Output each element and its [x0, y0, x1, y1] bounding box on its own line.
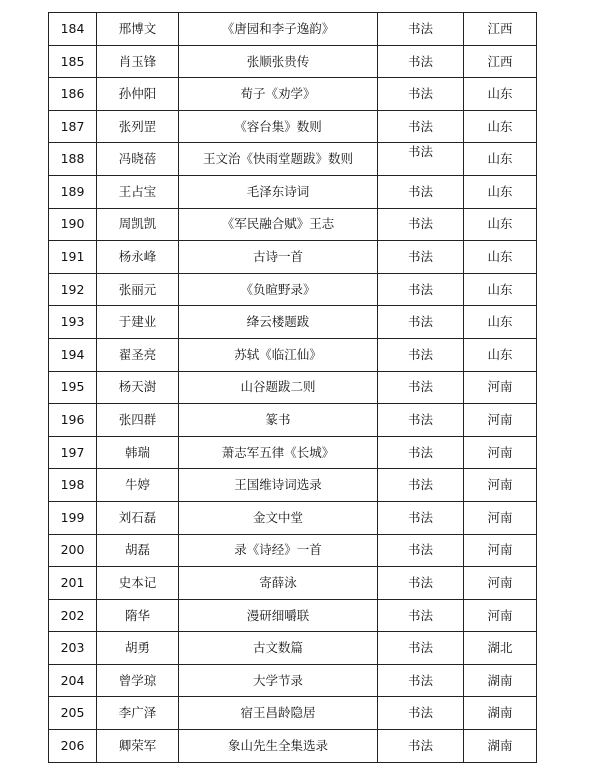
- work-title-text: 大学节录: [252, 672, 303, 688]
- author-name-cell: [97, 273, 179, 306]
- table-row: [49, 632, 537, 665]
- entry-number-text: 187: [60, 118, 85, 134]
- author-name-cell: [97, 534, 179, 567]
- entry-number-cell: [49, 208, 97, 241]
- category-text: 书法: [407, 144, 433, 160]
- author-name-cell: [97, 697, 179, 730]
- work-title-cell: [179, 110, 378, 143]
- province-cell: [464, 13, 537, 46]
- entry-number-cell: [49, 273, 97, 306]
- category-cell: [378, 599, 464, 632]
- province-text: 江西: [487, 53, 513, 69]
- author-name-cell: [97, 45, 179, 78]
- table-row: [49, 469, 537, 502]
- table-row: [49, 175, 537, 208]
- province-text: 河南: [487, 412, 513, 428]
- category-cell: [378, 501, 464, 534]
- entry-number-text: 201: [60, 575, 85, 591]
- work-title-text: 苏轼《临江仙》: [234, 346, 322, 362]
- table-row: [49, 371, 537, 404]
- work-title-text: 古诗一首: [252, 249, 303, 265]
- province-text: 河南: [487, 444, 513, 460]
- category-cell: [378, 338, 464, 371]
- work-title-cell: [179, 567, 378, 600]
- author-name-cell: [97, 143, 179, 176]
- category-text: 书法: [407, 216, 433, 232]
- province-text: 河南: [487, 477, 513, 493]
- category-text: 书法: [407, 444, 433, 460]
- entry-number-text: 200: [60, 542, 85, 558]
- province-text: 山东: [487, 183, 513, 199]
- entry-number-text: 192: [60, 281, 85, 297]
- category-cell: [378, 404, 464, 437]
- province-cell: [464, 45, 537, 78]
- table-row: [49, 45, 537, 78]
- table-row: [49, 697, 537, 730]
- author-name-cell: [97, 664, 179, 697]
- author-name-text: 胡勇: [124, 640, 150, 656]
- category-cell: [378, 143, 464, 176]
- work-title-cell: [179, 436, 378, 469]
- author-name-text: 邢博文: [118, 20, 157, 36]
- province-cell: [464, 567, 537, 600]
- entry-number-text: 186: [60, 86, 85, 102]
- work-title-text: 寄薛泳: [259, 575, 297, 591]
- author-name-cell: [97, 567, 179, 600]
- province-cell: [464, 241, 537, 274]
- author-name-cell: [97, 208, 179, 241]
- entry-number-cell: [49, 436, 97, 469]
- entry-number-text: 194: [60, 346, 85, 362]
- work-title-cell: [179, 404, 378, 437]
- author-name-text: 牛婷: [124, 477, 150, 493]
- category-text: 书法: [407, 705, 433, 721]
- entries-table: [48, 12, 537, 763]
- author-name-text: 杨永峰: [118, 249, 157, 265]
- entry-number-text: 184: [60, 20, 85, 36]
- province-text: 河南: [487, 575, 513, 591]
- entry-number-cell: [49, 534, 97, 567]
- category-cell: [378, 632, 464, 665]
- author-name-text: 刘石磊: [118, 509, 157, 525]
- work-title-cell: [179, 697, 378, 730]
- author-name-text: 韩瑞: [124, 444, 150, 460]
- entry-number-cell: [49, 664, 97, 697]
- category-cell: [378, 469, 464, 502]
- work-title-cell: [179, 599, 378, 632]
- table-row: [49, 534, 537, 567]
- work-title-text: 《唐园和李子逸韵》: [221, 20, 335, 36]
- category-cell: [378, 436, 464, 469]
- entry-number-text: 203: [60, 640, 85, 656]
- work-title-text: 漫研细嚼联: [246, 607, 310, 623]
- author-name-text: 于建业: [118, 314, 157, 330]
- entry-number-text: 191: [60, 249, 85, 265]
- category-cell: [378, 78, 464, 111]
- table-row: [49, 436, 537, 469]
- province-text: 湖南: [487, 705, 513, 721]
- author-name-cell: [97, 338, 179, 371]
- work-title-text: 篆书: [265, 412, 291, 428]
- province-cell: [464, 306, 537, 339]
- entry-number-cell: [49, 338, 97, 371]
- category-text: 书法: [407, 314, 433, 330]
- category-text: 书法: [407, 53, 433, 69]
- province-text: 湖南: [487, 737, 513, 753]
- category-cell: [378, 697, 464, 730]
- category-text: 书法: [407, 477, 433, 493]
- province-text: 山东: [487, 216, 513, 232]
- category-text: 书法: [407, 249, 433, 265]
- province-cell: [464, 436, 537, 469]
- table-row: [49, 241, 537, 274]
- author-name-text: 冯晓蓓: [118, 151, 157, 167]
- work-title-text: 王国维诗词选录: [234, 477, 322, 493]
- table-row: [49, 501, 537, 534]
- work-title-text: 《军民融合赋》王志: [221, 216, 335, 232]
- category-text: 书法: [407, 346, 433, 362]
- category-text: 书法: [407, 640, 433, 656]
- author-name-cell: [97, 241, 179, 274]
- table-row: [49, 404, 537, 437]
- category-cell: [378, 13, 464, 46]
- entry-number-text: 204: [60, 672, 85, 688]
- province-cell: [464, 730, 537, 763]
- author-name-text: 史本记: [118, 575, 157, 591]
- province-cell: [464, 404, 537, 437]
- author-name-cell: [97, 632, 179, 665]
- table-row: [49, 306, 537, 339]
- province-text: 山东: [487, 151, 513, 167]
- category-text: 书法: [407, 542, 433, 558]
- entry-number-text: 185: [60, 53, 85, 69]
- entry-number-cell: [49, 241, 97, 274]
- work-title-text: 象山先生全集选录: [227, 737, 328, 753]
- province-text: 山东: [487, 249, 513, 265]
- author-name-cell: [97, 371, 179, 404]
- category-cell: [378, 664, 464, 697]
- author-name-text: 肖玉锋: [118, 53, 157, 69]
- author-name-text: 李广泽: [118, 705, 157, 721]
- table-row: [49, 730, 537, 763]
- entry-number-text: 195: [60, 379, 85, 395]
- work-title-cell: [179, 534, 378, 567]
- province-cell: [464, 110, 537, 143]
- work-title-text: 宿王昌龄隐居: [240, 705, 316, 721]
- work-title-text: 山谷题跋二则: [240, 379, 316, 395]
- entry-number-cell: [49, 371, 97, 404]
- entry-number-cell: [49, 567, 97, 600]
- work-title-cell: [179, 78, 378, 111]
- work-title-text: 绛云楼题跋: [246, 314, 310, 330]
- province-cell: [464, 599, 537, 632]
- entry-number-text: 188: [60, 151, 85, 167]
- work-title-text: 王文治《快雨堂题跋》数则: [202, 151, 353, 167]
- author-name-cell: [97, 404, 179, 437]
- province-cell: [464, 273, 537, 306]
- province-text: 山东: [487, 281, 513, 297]
- author-name-cell: [97, 469, 179, 502]
- table-row: [49, 338, 537, 371]
- province-cell: [464, 175, 537, 208]
- category-cell: [378, 241, 464, 274]
- category-text: 书法: [407, 575, 433, 591]
- province-text: 河南: [487, 542, 513, 558]
- author-name-text: 张丽元: [118, 281, 157, 297]
- entry-number-text: 206: [60, 737, 85, 753]
- work-title-text: 荀子《劝学》: [240, 86, 316, 102]
- author-name-cell: [97, 730, 179, 763]
- province-cell: [464, 208, 537, 241]
- entry-number-cell: [49, 13, 97, 46]
- author-name-text: 王占宝: [118, 183, 157, 199]
- work-title-text: 张顺张贵传: [246, 53, 310, 69]
- work-title-text: 金文中堂: [252, 509, 303, 525]
- work-title-cell: [179, 241, 378, 274]
- author-name-cell: [97, 13, 179, 46]
- work-title-cell: [179, 371, 378, 404]
- province-text: 山东: [487, 314, 513, 330]
- province-text: 河南: [487, 379, 513, 395]
- work-title-cell: [179, 501, 378, 534]
- work-title-text: 毛泽东诗词: [246, 183, 310, 199]
- author-name-cell: [97, 436, 179, 469]
- entry-number-cell: [49, 143, 97, 176]
- province-cell: [464, 371, 537, 404]
- province-cell: [464, 78, 537, 111]
- category-text: 书法: [407, 737, 433, 753]
- category-cell: [378, 273, 464, 306]
- province-cell: [464, 501, 537, 534]
- category-text: 书法: [407, 281, 433, 297]
- category-text: 书法: [407, 412, 433, 428]
- category-cell: [378, 110, 464, 143]
- author-name-text: 周凯凯: [118, 216, 157, 232]
- category-cell: [378, 306, 464, 339]
- entry-number-cell: [49, 78, 97, 111]
- province-text: 山东: [487, 118, 513, 134]
- province-text: 河南: [487, 607, 513, 623]
- entry-number-cell: [49, 175, 97, 208]
- author-name-cell: [97, 110, 179, 143]
- work-title-cell: [179, 730, 378, 763]
- entry-number-text: 189: [60, 183, 85, 199]
- author-name-text: 张列罡: [118, 118, 157, 134]
- entry-number-cell: [49, 730, 97, 763]
- entry-number-text: 198: [60, 477, 85, 493]
- work-title-cell: [179, 13, 378, 46]
- table-row: [49, 664, 537, 697]
- category-text: 书法: [407, 607, 433, 623]
- table-row: [49, 273, 537, 306]
- province-cell: [464, 143, 537, 176]
- category-cell: [378, 208, 464, 241]
- work-title-cell: [179, 664, 378, 697]
- entry-number-text: 202: [60, 607, 85, 623]
- author-name-cell: [97, 175, 179, 208]
- entry-number-cell: [49, 110, 97, 143]
- category-cell: [378, 371, 464, 404]
- work-title-text: 《容台集》数则: [234, 118, 322, 134]
- author-name-text: 曾学琼: [118, 672, 157, 688]
- province-cell: [464, 697, 537, 730]
- author-name-cell: [97, 78, 179, 111]
- table-row: [49, 110, 537, 143]
- work-title-text: 萧志军五律《长城》: [221, 444, 335, 460]
- entry-number-cell: [49, 632, 97, 665]
- province-cell: [464, 664, 537, 697]
- entry-number-text: 190: [60, 216, 85, 232]
- category-cell: [378, 534, 464, 567]
- author-name-cell: [97, 306, 179, 339]
- category-cell: [378, 567, 464, 600]
- entry-number-cell: [49, 45, 97, 78]
- work-title-cell: [179, 469, 378, 502]
- province-cell: [464, 534, 537, 567]
- table-row: [49, 567, 537, 600]
- province-text: 湖北: [487, 640, 513, 656]
- table-row: [49, 13, 537, 46]
- province-text: 湖南: [487, 672, 513, 688]
- entry-number-cell: [49, 599, 97, 632]
- entry-number-text: 196: [60, 412, 85, 428]
- author-name-text: 卿荣军: [118, 737, 157, 753]
- category-text: 书法: [407, 86, 433, 102]
- province-cell: [464, 338, 537, 371]
- work-title-text: 录《诗经》一首: [234, 542, 322, 558]
- work-title-text: 古文数篇: [252, 640, 303, 656]
- author-name-cell: [97, 501, 179, 534]
- category-text: 书法: [407, 183, 433, 199]
- province-cell: [464, 469, 537, 502]
- work-title-cell: [179, 632, 378, 665]
- work-title-cell: [179, 143, 378, 176]
- entry-number-text: 197: [60, 444, 85, 460]
- category-text: 书法: [407, 379, 433, 395]
- work-title-text: 《负暄野录》: [240, 281, 316, 297]
- author-name-text: 胡磊: [124, 542, 150, 558]
- province-cell: [464, 632, 537, 665]
- category-cell: [378, 730, 464, 763]
- province-text: 山东: [487, 86, 513, 102]
- author-name-text: 孙仲阳: [118, 86, 157, 102]
- work-title-cell: [179, 273, 378, 306]
- category-text: 书法: [407, 20, 433, 36]
- category-text: 书法: [407, 509, 433, 525]
- entry-number-cell: [49, 697, 97, 730]
- work-title-cell: [179, 306, 378, 339]
- category-cell: [378, 175, 464, 208]
- author-name-text: 隋华: [124, 607, 150, 623]
- author-name-text: 翟圣亮: [118, 346, 157, 362]
- table-row: [49, 208, 537, 241]
- author-name-text: 杨天澍: [118, 379, 157, 395]
- entry-number-cell: [49, 501, 97, 534]
- author-name-cell: [97, 599, 179, 632]
- work-title-cell: [179, 338, 378, 371]
- entry-number-text: 193: [60, 314, 85, 330]
- work-title-cell: [179, 45, 378, 78]
- category-text: 书法: [407, 672, 433, 688]
- table-row: [49, 599, 537, 632]
- entry-number-text: 205: [60, 705, 85, 721]
- entry-number-text: 199: [60, 509, 85, 525]
- work-title-cell: [179, 175, 378, 208]
- author-name-text: 张四群: [118, 412, 157, 428]
- category-cell: [378, 45, 464, 78]
- entry-number-cell: [49, 306, 97, 339]
- entry-number-cell: [49, 469, 97, 502]
- table-row: [49, 78, 537, 111]
- table-row: [49, 143, 537, 176]
- province-text: 河南: [487, 509, 513, 525]
- work-title-cell: [179, 208, 378, 241]
- province-text: 江西: [487, 20, 513, 36]
- province-text: 山东: [487, 346, 513, 362]
- category-text: 书法: [407, 118, 433, 134]
- entry-number-cell: [49, 404, 97, 437]
- entries-table-body: [49, 13, 537, 763]
